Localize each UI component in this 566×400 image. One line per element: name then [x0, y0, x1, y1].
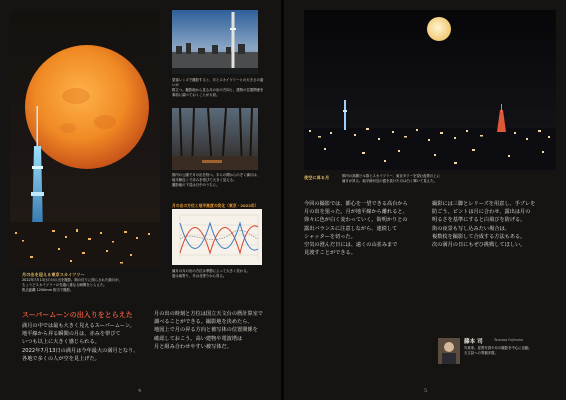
page-number-right: 5 [424, 388, 428, 394]
city-view-photo [172, 10, 258, 74]
moon-skytree-image [10, 10, 160, 268]
section-heading: スーパームーンの出入りをとらえた [22, 311, 133, 319]
right-photo-caption: 都内の高層ビル群とスカイツリー、東京タワーを望む夜景の上に 満月が昇る。地平線付近の霞を抜けた月は白く輝いて見えた。 [342, 174, 441, 183]
chart-caption: 満月の月の出の方位は季節によって大きく変わる。 夏は南寄り、冬は北寄りから昇る。 [172, 269, 250, 278]
right-page [284, 0, 566, 400]
left-page [0, 0, 282, 400]
chart-title: 月の出の方位と地平高度の変化（東京・2022年） [172, 203, 259, 208]
moon-night-city-image [304, 10, 556, 170]
left-body-column-2: 月の出の時刻と方位は国立天文台の暦計算室で 調べることができる。撮影地を決めたら、 地図上で月の昇る方向と被写体の位置関係を 確認しておこう。高い建物や電波塔は 月と組み合わせやすい被写体だ。 [154, 311, 263, 350]
moonrise-chart-graphic [172, 209, 262, 265]
right-body-column-2: 撮影には三脚とレリーズを用意し、手ブレを 防ごう。ピントは月に合わせ、露出は月の 明るさを基準にすると白飛びを防げる。 街の夜景も写し込みたい場合は、 複数枚を撮影して合成する方法もある。 次の満月の日にもぜひ挑戦してほしい。 [432, 201, 536, 249]
moon-skytree-photo [10, 10, 160, 268]
right-body-column-1: 今回の撮影では、都心を一望できる高台から 月の出を狙った。月が地平線から離れると、 徐々に色が白く変わっていく。街明かりとの 露出バランスに注意しながら、連続して シャッターを切った。 空気の澄んだ日には、遠くの山並みまで 見渡すことができる。 [304, 201, 408, 257]
avatar [438, 338, 460, 364]
photo-caption-label: 月の出を迎える東京スカイツリー [22, 272, 85, 277]
photo2-caption: 望遠レンズで撮影すると、月とスカイツリーとの大きさの違いが 際立つ。撮影地から見る月の出の方向と、建物の位置関係を 事前に調べておくことが大切。 [172, 78, 264, 97]
page-number-left: 4 [138, 388, 142, 394]
author-name-en: Tsukasa Fujimoto [494, 338, 523, 342]
city-view-image [172, 10, 258, 74]
author-name: 藤本 司 [464, 339, 483, 345]
author-box [432, 330, 558, 380]
author-portrait [438, 338, 460, 364]
right-photo-label: 夜空に昇る月 [304, 175, 330, 180]
photo-caption-text: 2022年7月13日の月の出を撮影。街の灯りに照らされた満月が、 ちょうどスカイツリーの先端に重なる瞬間をとらえた。 焦点距離 1200mm 相当で撮影。 [22, 278, 122, 292]
author-bio: 写真家。星景写真や月の撮影を中心に活動。 天文誌への寄稿多数。 [464, 346, 532, 355]
forest-image [172, 108, 258, 170]
left-body-column-1: 満月の中では最も大きく見えるスーパームーン。 地平線から昇る瞬間の月は、赤みを帯びて いつも以上に大きく感じられる。 2022年7月13日の満月は今年最大の満月となり、 各地で多くの人が空を見上げた。 [22, 323, 139, 362]
moon-night-city-photo [304, 10, 556, 170]
forest-photo [172, 108, 258, 170]
photo3-caption: 都内の公園で月の出を待つ。木々の間からのぞく満月は、 地平線近くで赤みを帯びて大きく見える。 撮影地の下見は日中のうちに。 [172, 173, 261, 187]
moonrise-chart [172, 209, 262, 265]
